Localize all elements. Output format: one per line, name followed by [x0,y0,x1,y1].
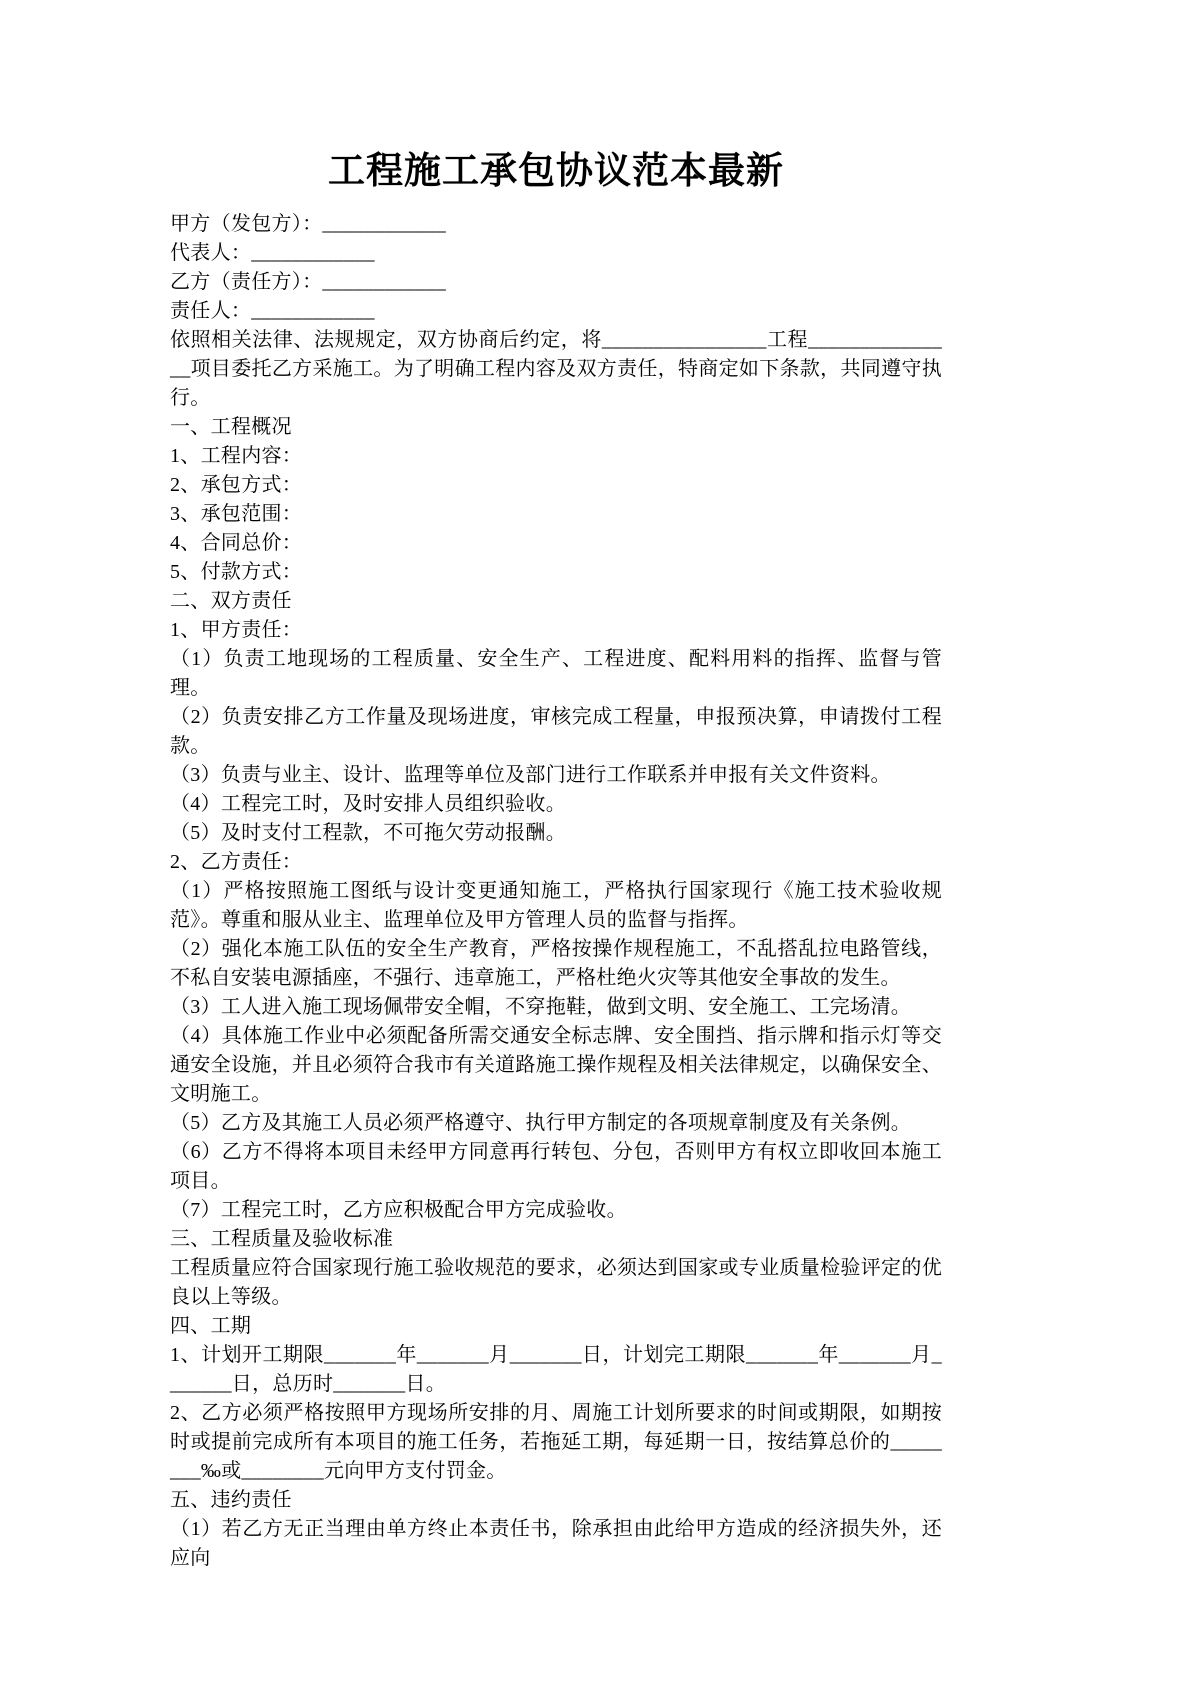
paragraph: 代表人：____________ [170,242,375,265]
paragraph: 一、工程概况 [170,416,292,439]
paragraph: （2）负责安排乙方工作量及现场进度，审核完成工程量，申报预决算，申请拨付工程款。 [170,706,942,758]
paragraph: 四、工期 [170,1315,252,1338]
paragraph: 甲方（发包方）：____________ [170,213,446,236]
paragraph: 4、合同总价： [170,532,303,555]
paragraph: 2、承包方式： [170,474,303,497]
paragraph: （3）负责与业主、设计、监理等单位及部门进行工作联系并申报有关文件资料。 [170,764,891,787]
paragraph: 5、付款方式： [170,561,303,584]
paragraph: （5）乙方及其施工人员必须严格遵守、执行甲方制定的各项规章制度及有关条例。 [170,1112,912,1135]
paragraph: 工程质量应符合国家现行施工验收规范的要求，必须达到国家或专业质量检验评定的优良以上等级。 [170,1257,942,1309]
paragraph: 1、甲方责任： [170,619,303,642]
paragraph: 五、违约责任 [170,1489,292,1512]
paragraph: 依照相关法律、法规规定，双方协商后约定，将________________工程_______________项目委托乙方采施工。为了明确工程内容及双方责任，特商定如下条款，共同遵守执行。 [170,329,942,410]
paragraph: 三、工程质量及验收标准 [170,1228,394,1251]
document-title: 工程施工承包协议范本最新 [328,150,784,191]
paragraph: 1、工程内容： [170,445,303,468]
paragraph: （4）具体施工作业中必须配备所需交通安全标志牌、安全围挡、指示牌和指示灯等交通安全设施，并且必须符合我市有关道路施工操作规程及相关法律规定，以确保安全、文明施工。 [170,1025,942,1106]
paragraph: （7）工程完工时，乙方应积极配合甲方完成验收。 [170,1199,627,1222]
paragraph: （5）及时支付工程款，不可拖欠劳动报酬。 [170,822,566,845]
paragraph: （3）工人进入施工现场佩带安全帽，不穿拖鞋，做到文明、安全施工、工完场清。 [170,996,912,1019]
paragraph: （1）若乙方无正当理由单方终止本责任书，除承担由此给甲方造成的经济损失外，还应向 [170,1518,942,1570]
paragraph: （1）严格按照施工图纸与设计变更通知施工，严格执行国家现行《施工技术验收规范》。尊重和服从业主、监理单位及甲方管理人员的监督与指挥。 [170,880,942,932]
paragraph: 1、计划开工期限_______年_______月_______日，计划完工期限_______年_______月_______日，总历时_______日。 [170,1344,942,1396]
paragraph: 乙方（责任方）：____________ [170,271,446,294]
paragraph: 2、乙方责任： [170,851,303,874]
paragraph: 二、双方责任 [170,590,292,613]
paragraph: （6）乙方不得将本项目未经甲方同意再行转包、分包，否则甲方有权立即收回本施工项目。 [170,1141,942,1193]
paragraph: （4）工程完工时，及时安排人员组织验收。 [170,793,566,816]
paragraph: 3、承包范围： [170,503,303,526]
paragraph: 2、乙方必须严格按照甲方现场所安排的月、周施工计划所要求的时间或期限，如期按时或提前完成所有本项目的施工任务，若拖延工期，每延期一日，按结算总价的________‰或________元向甲方支付罚金。 [170,1402,942,1483]
paragraph: （1）负责工地现场的工程质量、安全生产、工程进度、配料用料的指挥、监督与管理。 [170,648,942,700]
document-body [170,210,942,1573]
paragraph: （2）强化本施工队伍的安全生产教育，严格按操作规程施工，不乱搭乱拉电路管线，不私自安装电源插座，不强行、违章施工，严格杜绝火灾等其他安全事故的发生。 [170,938,942,990]
paragraph: 责任人：____________ [170,300,375,323]
